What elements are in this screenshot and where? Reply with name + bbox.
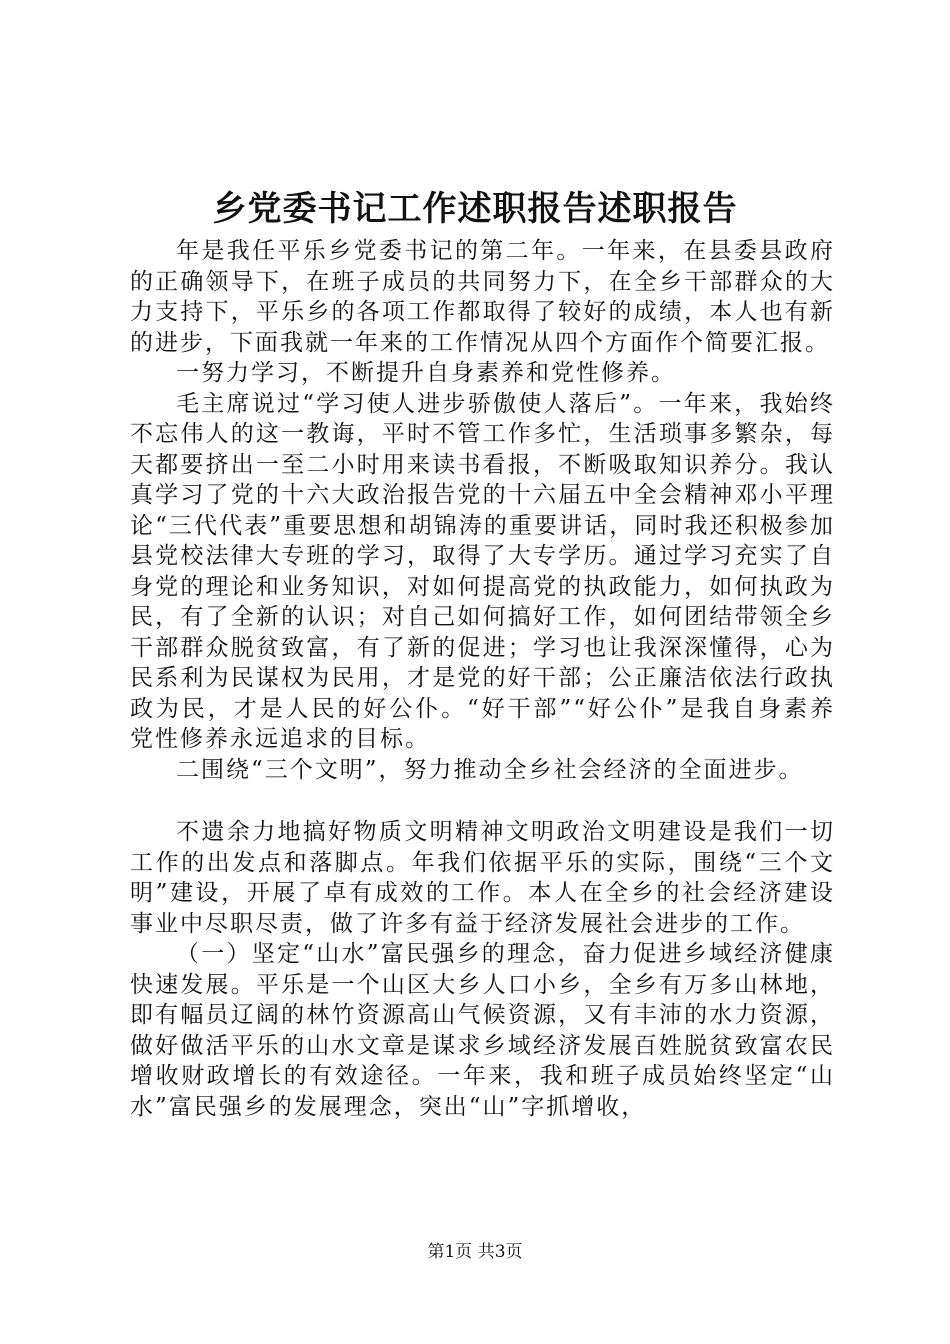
page-footer: 第1页 共3页: [427, 1242, 523, 1262]
section-heading-1: 一努力学习，不断提升自身素养和党性修养。: [176, 360, 676, 386]
paragraph-mountain-water: （一）坚定“山水”富民强乡的理念，奋力促进乡域经济健康快速发展。平乐是一个山区大乡人口小乡，全乡有万多山林地，即有幅员辽阔的林竹资源高山气候资源，又有丰沛的水力资源，做好做活平乐的山水文章是谋求乡域经济发展百姓脱贫致富农民增收财政增长的有效途径。一年来，我和班子成员始终坚定“山水”富民强乡的发展理念，突出“山”字抓增收，: [130, 941, 835, 1120]
paragraph-intro: 年是我任平乐乡党委书记的第二年。一年来，在县委县政府的正确领导下，在班子成员的共同努力下，在全乡干部群众的大力支持下，平乐乡的各项工作都取得了较好的成绩，本人也有新的进步，下面我就一年来的工作情况从四个方面作个简要汇报。: [130, 238, 835, 356]
document-body: [130, 236, 835, 1122]
section-heading-2: 二围绕“三个文明”，努力推动全乡社会经济的全面进步。: [176, 756, 804, 783]
document-title: 乡党委书记工作述职报告述职报告: [212, 189, 738, 229]
paragraph-three-civilizations: 不遗余力地搞好物质文明精神文明政治文明建设是我们一切工作的出发点和落脚点。年我们依据平乐的实际，围绕“三个文明”建设，开展了卓有成效的工作。本人在全乡的社会经济建设事业中尽职尽责，做了许多有益于经济发展社会进步的工作。: [130, 819, 835, 937]
paragraph-study: 毛主席说过“学习使人进步骄傲使人落后”。一年来，我始终不忘伟人的这一教诲，平时不管工作多忙，生活琐事多繁杂，每天都要挤出一至二小时用来读书看报，不断吸取知识养分。我认真学习了党的十六大政治报告党的十六届五中全会精神邓小平理论“三代代表”重要思想和胡锦涛的重要讲话，同时我还积极参加县党校法律大专班的学习，取得了大专学历。通过学习充实了自身党的理论和业务知识，对如何提高党的执政能力，如何执政为民，有了全新的认识；对自己如何搞好工作，如何团结带领全乡干部群众脱贫致富，有了新的促进；学习也让我深深懂得，心为民系利为民谋权为民用，才是党的好干部；公正廉洁依法行政执政为民，才是人民的好公仆。“好干部”“好公仆”是我自身素养党性修养永远追求的目标。: [130, 390, 835, 752]
blank-line: [130, 785, 835, 817]
